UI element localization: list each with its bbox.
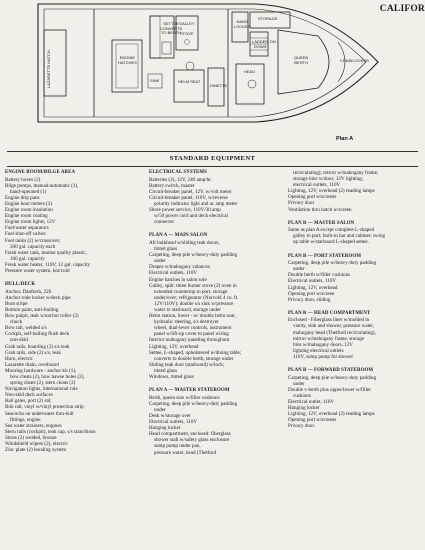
equipment-line: Carpeting, deep pile w/heavy-duty padding (288, 260, 377, 267)
equipment-line: wheel, dual-lever controls, instrument (154, 325, 232, 332)
heading-plan-b-forward-stateroom: PLAN B — FORWARD STATEROOM (288, 368, 374, 374)
equipment-line: Struts (2) welded, bronze (5, 434, 57, 441)
equipment-line: Lighting, 12V, overhead (149, 343, 199, 350)
equipment-line: Non-skid deck surfaces (5, 392, 53, 399)
equipment-line: galley to port; built-in bar and cabinet; swing (293, 233, 386, 240)
deck-plan-outline (0, 0, 425, 142)
equipment-line: Helm station, lower - w/ double helm seat, (149, 313, 236, 320)
rule-bottom (7, 166, 418, 167)
equipment-line: Bilge pumps, manual/automatic (1), (5, 182, 79, 189)
label-engine-hatches-l1: ENGINE (119, 55, 136, 60)
equipment-line: Grab rails, boarding (2) s/s teak (5, 343, 70, 350)
equipment-line: Aft bulkhead w/sliding teak doors, (149, 239, 220, 246)
equipment-line: bow cleats (2), bow hawse holes (2), (10, 374, 85, 380)
label-lazarette-hatch: LAZARETTE HATCH (46, 50, 51, 88)
equipment-line: Electrical outlets, 110V (149, 419, 198, 426)
equipment-line: sump pump under pan, (154, 443, 201, 450)
label-queen-l2: BERTH (294, 59, 308, 65)
equipment-line: storage bins w/door; 12V lighting; (293, 176, 364, 183)
equipment-line: Batteries (2), 12V, 240 amp/hr. (149, 176, 212, 183)
label-dn: DN (270, 39, 276, 44)
equipment-line: shower stall w/safety glass enclosure (154, 437, 230, 444)
equipment-line: Desk w/storage over (149, 412, 191, 419)
list-plan-b-port-stateroom (288, 260, 420, 303)
label-dinette: DINETTE (210, 83, 228, 88)
column-1 (5, 170, 135, 453)
equipment-line: Berth, queen size w/filler cushions (149, 394, 220, 401)
equipment-line: Fuel/water separators (5, 225, 49, 232)
column-2 (149, 170, 279, 456)
list-plan-a-master-stateroom (149, 395, 279, 456)
equipment-line: Boot stripe (5, 300, 28, 307)
equipment-line: Electrical outlets, 110V (288, 278, 337, 285)
equipment-line: Zinc plate (2) bonding system (5, 447, 67, 454)
equipment-line: Engine hatches in salon sole (149, 276, 207, 283)
equipment-line: under (154, 258, 166, 265)
equipment-line: connector (154, 219, 175, 226)
equipment-line: Stern rails (cockpit), teak cap, s/s stanchions (5, 428, 96, 435)
equipment-line: Lighting, 12V, overhead (2) reading lamps (288, 411, 375, 418)
label-sink: SINK (150, 78, 160, 83)
equipment-line: Settee, L-shaped, upholstered w/dining table; (149, 349, 242, 356)
equipment-line: Fresh water tank, marine quality plastic, (5, 249, 87, 256)
equipment-line: 200 gal. capacity each (10, 243, 56, 250)
list-electrical (149, 177, 279, 226)
label-settee-l3: TO BERTH (161, 30, 182, 36)
equipment-line: Anchor, Danforth, 22S (5, 288, 52, 295)
equipment-line: Rub rail, vinyl w/vinyl protection strip (5, 404, 84, 411)
equipment-line: Horn, electric (5, 355, 34, 362)
equipment-line: 100 gal. capacity (10, 255, 45, 262)
equipment-line: Battery boxes (2) (5, 176, 41, 183)
equipment-line: mirror w/mahogany frame, storage (293, 335, 365, 342)
equipment-line: Sliding teak door (starboard) w/lock; (149, 361, 225, 368)
equipment-line: Hanging locker (149, 425, 181, 432)
equipment-line: Opening port w/screens (288, 417, 337, 424)
label-galley: GALLEY (179, 21, 195, 26)
label-chainlocker: CHAINLOCKER (340, 58, 369, 63)
equipment-line: Cockpit, self-bailing flush deck (5, 331, 70, 338)
equipment-line: Engine room insulation (5, 207, 53, 214)
plan-a-label: Plan A (336, 136, 354, 142)
list-hull-deck (5, 289, 135, 454)
equipment-line: Engine room lights, 12V (5, 219, 56, 226)
equipment-line: polarity indicator light and ac amp meter (154, 200, 238, 207)
equipment-line: Sea water strainers, engines (5, 422, 62, 429)
label-stove: STOVE (180, 31, 194, 36)
equipment-line: tinted glass (154, 367, 178, 374)
equipment-line: electrical outlets, 110V (293, 182, 341, 189)
heading-plan-a-master-stateroom: PLAN A — MASTER STATEROOM (149, 388, 230, 394)
equipment-line: water to starboard, storage under (154, 306, 221, 313)
equipment-line: Head compartment, enclosed: fiberglass (149, 431, 231, 438)
equipment-line: Drapes w/mahogany valances (149, 264, 210, 271)
equipment-line: Electrical outlets, 110V (149, 270, 198, 277)
heading-engine-room: ENGINE ROOM/BILGE AREA (5, 170, 76, 175)
equipment-line: Privacy door, sliding (288, 296, 331, 303)
equipment-line: Hanging locker (288, 405, 320, 412)
equipment-line: lighting electrical outlets (293, 347, 344, 354)
equipment-line: bins w/mahogany doors, 12V (293, 341, 353, 348)
label-helm-seat: HELM SEAT (178, 79, 201, 84)
equipment-line: Engine room coating (5, 213, 48, 220)
list-plan-a-main-salon (149, 240, 279, 380)
equipment-line: Carpeting, deep pile w/heavy-duty padding (149, 252, 238, 259)
equipment-line: w/50 power cord and deck electrical (154, 213, 228, 220)
equipment-line: Fuel shut-off valves (5, 231, 46, 238)
equipment-line: Bow rail, welded s/s (5, 325, 47, 332)
heading-hull-deck: HULL/DECK (5, 282, 36, 288)
equipment-line: Galley, split: three burner stove (2) oven in (149, 282, 237, 289)
rule-top (7, 151, 418, 152)
equipment-line: Rail gates, port (2) std. (5, 398, 52, 405)
equipment-line: panel w/lift-up cover to panel wiring (154, 331, 229, 338)
equipment-line: spring cleats (2), stern cleats (2) (10, 380, 76, 387)
equipment-line: under (154, 406, 166, 413)
equipment-line: chock (10, 319, 23, 326)
label-engine-hatches-l2: HATCHES (118, 59, 137, 65)
label-head: HEAD (244, 69, 256, 74)
equipment-line: 12V/110V); double s/s sink w/pressure (154, 300, 234, 307)
equipment-line: extended countertop to port, storage (154, 288, 228, 295)
equipment-line: non-skid (10, 337, 28, 344)
list-plan-b-head (288, 317, 420, 360)
equipment-line: Bottom paint, anti-fouling (5, 306, 59, 313)
equipment-line: Double berth w/filler cushions (288, 272, 351, 279)
equipment-line: Windows, tinted glass (149, 374, 194, 380)
list-engine-room (5, 177, 135, 275)
list-plan-b-master-salon (288, 227, 420, 245)
equipment-line: tinted glass (154, 246, 178, 253)
equipment-line: mahogany head (Thetford recirculating), (293, 329, 376, 336)
equipment-line: Interior mahogany paneling throughout (149, 337, 230, 344)
equipment-line: Seacocks on underwater thru-hull (5, 410, 74, 417)
equipment-line: Opening port w/screen (288, 290, 335, 297)
section-title: STANDARD EQUIPMENT (169, 155, 256, 162)
equipment-line: Same as plan A except complete L-shaped (288, 227, 374, 234)
equipment-line: hydraulic steering, s/s destroyer (154, 319, 219, 326)
column-3 (288, 170, 420, 429)
equipment-line: Engine hour meters (2) (5, 200, 53, 207)
equipment-line: Privacy door (288, 200, 315, 207)
equipment-line: 110V, sump pump for shower (293, 353, 354, 360)
equipment-line: hand-operated (1) (10, 188, 47, 195)
heading-plan-b-port-stateroom: PLAN B — PORT STATEROOM (288, 253, 362, 259)
list-stateroom-continued (288, 170, 420, 213)
list-plan-b-forward-stateroom (288, 375, 420, 430)
label-hang-locker-l1: HANG (236, 19, 248, 24)
equipment-line: converts to double berth, storage under (154, 355, 234, 362)
equipment-line: Anchor rode locker w/deck pipe (5, 294, 71, 301)
equipment-line: fittings, engine (10, 416, 41, 423)
equipment-line: Mooring hardware - anchor kit (1), (5, 367, 77, 374)
label-engine-hatches (118, 56, 137, 65)
equipment-line: Privacy door (288, 423, 315, 430)
equipment-line: under (293, 266, 305, 273)
label-hang-locker-l2: LOCKER (234, 23, 251, 29)
label-settee-l1: SETTEE (163, 21, 179, 26)
label-ladder-down (252, 40, 268, 49)
equipment-line: Engine drip pans (5, 194, 40, 201)
equipment-line: pressure water, head (Thetford (154, 449, 217, 456)
equipment-line: Carpeting, deep pile w/heavy-duty padding (288, 374, 377, 381)
label-queen-berth (294, 56, 308, 65)
equipment-line: Circuit-breaker panel, 110V, w/reverse (149, 194, 228, 201)
equipment-line: up table w/starboard L-shaped settee. (293, 239, 369, 246)
equipment-line: Enclosed - Fiberglass liner w/molded in (288, 317, 370, 324)
equipment-line: Grab rails, side (2) s/s, teak (5, 349, 61, 356)
heading-plan-b-head: PLAN B — HEAD COMPARTMENT (288, 310, 371, 316)
equipment-line: vanity, sink and shower, pressure water, (293, 323, 375, 330)
deck-plan-drawing (0, 0, 425, 142)
equipment-line: Lighting, 12V, overhead (288, 284, 338, 291)
heading-plan-a-main-salon: PLAN A — MAIN SALON (149, 233, 208, 239)
equipment-line: cushions (293, 392, 311, 399)
equipment-line: Battery switch, master (149, 182, 195, 189)
equipment-line: Fresh water heater, 110V, 12 gal. capacity (5, 261, 91, 268)
equipment-line: Pressure water system, hot/cold (5, 268, 70, 274)
brand-title: CALIFOR (379, 4, 425, 14)
equipment-line: recirculating); mirror w/mahogany frame; (293, 170, 379, 176)
equipment-line: Ventilation thru hatch w/screen (288, 206, 352, 213)
equipment-line: Carpeting, deep pile w/heavy-duty padding (149, 400, 238, 407)
equipment-line: Bow pulpit, teak w/anchor roller (2) (5, 313, 79, 320)
equipment-line: Fuel tanks (2) w/crossover, (5, 237, 61, 244)
equipment-line: Navigation lights, international rule (5, 386, 78, 393)
equipment-line: Opening port w/screens (288, 194, 337, 201)
label-storage: STORAGE (258, 16, 278, 21)
label-ladder-l2: DOWN (253, 43, 267, 49)
equipment-line: Lighting, 12V, overhead (2) reading lamps (288, 188, 375, 195)
heading-electrical: ELECTRICAL SYSTEMS (149, 170, 207, 175)
heading-plan-b-master-salon: PLAN B — MASTER SALON (288, 220, 355, 226)
equipment-line: Windshield wipers (2), electric (5, 441, 68, 448)
equipment-line: Double v-berth plus upper/lower w/filler (288, 386, 371, 393)
label-settee-l2: CONVERTS (160, 25, 183, 31)
equipment-line: Electrical outlet, 110V (288, 399, 335, 405)
label-ladder-l1: LADDER (252, 39, 269, 44)
equipment-line: under/over; refrigerator (Norcold 4 cu. ft. (154, 294, 239, 301)
equipment-line: under (293, 380, 305, 387)
equipment-line: Circuit-breaker panel, 12V, w/volt meter (149, 188, 232, 195)
equipment-line: Lazarette drain, overboard (5, 361, 59, 368)
label-queen-l1: QUEEN (294, 55, 309, 60)
equipment-line: Shore power service, 110V/30 amp (149, 207, 221, 214)
label-hang-locker (234, 20, 250, 29)
